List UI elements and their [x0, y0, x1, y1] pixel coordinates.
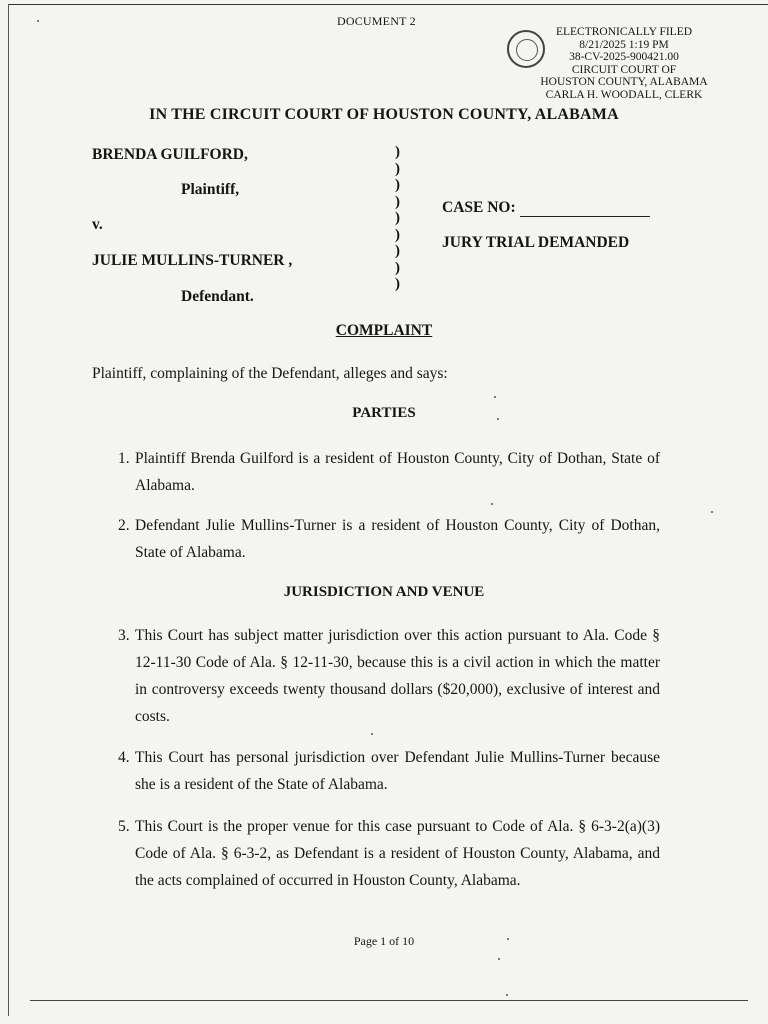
scan-top-edge — [8, 4, 768, 5]
plaintiff-role: Plaintiff, — [181, 181, 240, 198]
case-no-blank — [520, 202, 650, 217]
scan-speck — [497, 418, 499, 420]
defendant-role: Defendant. — [181, 288, 254, 305]
case-no — [442, 199, 650, 217]
page-footer: Page 1 of 10 — [353, 934, 415, 948]
case-no-label: CASE NO: — [442, 199, 516, 216]
scan-speck — [371, 733, 373, 735]
paragraph-text: This Court has subject matter jurisdiction over this action pursuant to Ala. Code § 12-11-30 Code of Ala. § 12-11-30, because this is a civil action in which the matter in controversy exceeds twenty thousand dollars ($20,000), exclusive of interest and costs. — [135, 627, 660, 725]
filing-stamp — [532, 26, 716, 102]
versus: v. — [92, 216, 103, 233]
paragraph-1 — [118, 445, 660, 499]
paragraph-number: 5. — [118, 818, 130, 835]
paragraph-5 — [118, 813, 660, 894]
intro-text: Plaintiff, complaining of the Defendant, alleges and says: — [92, 365, 448, 382]
stamp-line-5: HOUSTON COUNTY, ALABAMA — [540, 76, 708, 89]
stamp-line-1: ELECTRONICALLY FILED — [555, 26, 693, 38]
paragraph-4 — [118, 744, 660, 798]
scan-speck — [494, 396, 496, 398]
paragraph-number: 4. — [118, 749, 130, 766]
section-jurisdiction: JURISDICTION AND VENUE — [283, 584, 485, 600]
paragraph-number: 2. — [118, 517, 130, 534]
court-title: IN THE CIRCUIT COURT OF HOUSTON COUNTY, ALABAMA — [149, 106, 619, 123]
paragraph-text: This Court is the proper venue for this case pursuant to Code of Ala. § 6-3-2(a)(3) Code of Ala. § 6-3-2, as Defendant is a resident of Houston County, Alabama, and the acts complained of occurred in Houston County, Alabama. — [135, 818, 660, 889]
paragraph-number: 1. — [118, 450, 130, 467]
paragraph-number: 3. — [118, 627, 130, 644]
paragraph-text: Defendant Julie Mullins-Turner is a resident of Houston County, City of Dothan, State of Alabama. — [135, 517, 660, 561]
paragraph-text: Plaintiff Brenda Guilford is a resident of Houston County, City of Dothan, State of Alabama. — [135, 450, 660, 494]
scan-speck — [37, 20, 39, 22]
paragraph-text: This Court has personal jurisdiction over Defendant Julie Mullins-Turner because she is a resident of the State of Alabama. — [135, 749, 660, 793]
scan-speck — [491, 503, 493, 505]
plaintiff-name: BRENDA GUILFORD, — [92, 146, 248, 163]
caption-parens: ) ) ) ) ) ) ) ) ) — [395, 144, 400, 292]
stamp-line-2: 8/21/2025 1:19 PM — [579, 38, 669, 51]
stamp-line-6: CARLA H. WOODALL, CLERK — [545, 88, 703, 101]
paragraph-3 — [118, 622, 660, 730]
scan-speck — [507, 938, 509, 940]
scan-left-edge — [8, 4, 9, 1016]
stamp-line-4: CIRCUIT COURT OF — [571, 63, 677, 76]
scan-speck — [498, 958, 500, 960]
scan-bottom-edge — [30, 1000, 748, 1001]
document-number: DOCUMENT 2 — [337, 14, 416, 28]
stamp-line-3: 38-CV-2025-900421.00 — [569, 51, 679, 64]
section-parties: PARTIES — [352, 405, 416, 421]
scan-speck — [506, 994, 508, 996]
paragraph-2 — [118, 512, 660, 566]
scan-speck — [711, 511, 713, 513]
doc-title: COMPLAINT — [335, 322, 433, 339]
jury-demand: JURY TRIAL DEMANDED — [442, 234, 630, 251]
defendant-name: JULIE MULLINS-TURNER , — [92, 252, 293, 269]
